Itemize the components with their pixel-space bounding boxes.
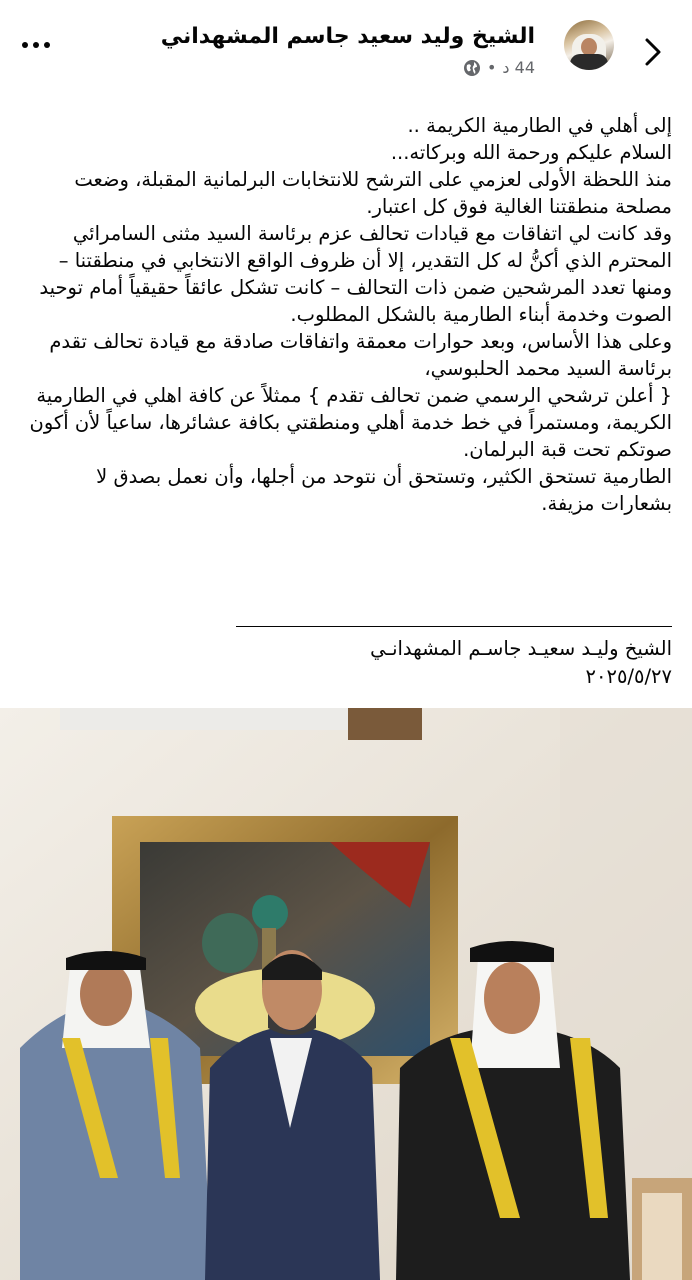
- meta-separator: •: [486, 58, 497, 77]
- signature-name: الشيخ وليـد سعيـد جاسـم المشهدانـي: [370, 637, 672, 660]
- globe-icon[interactable]: [463, 59, 481, 77]
- signature: [370, 635, 672, 691]
- photo-illustration: [0, 708, 692, 1280]
- author-name[interactable]: الشيخ وليد سعيد جاسم المشهداني: [160, 24, 535, 49]
- avatar[interactable]: [564, 20, 614, 70]
- post-line: إلى أهلي في الطارمية الكريمة ..: [407, 114, 672, 137]
- post-text: [22, 112, 672, 517]
- post-line: منذ اللحظة الأولى لعزمي على الترشح للانتخابات البرلمانية المقبلة، وضعت مصلحة منطقتنا الغالية فوق كل اعتبار.: [74, 168, 672, 218]
- post-meta: [463, 58, 535, 77]
- more-options-button[interactable]: [22, 34, 58, 56]
- more-dots-icon: [22, 42, 28, 48]
- chevron-back-icon: [644, 37, 662, 67]
- back-button[interactable]: [636, 30, 670, 74]
- signature-date: ٢٠٢٥/٥/٢٧: [585, 665, 672, 688]
- post-line: السلام عليكم ورحمة الله وبركاته...: [390, 141, 672, 164]
- post-time[interactable]: 44 د: [502, 58, 535, 77]
- post-line: { أعلن ترشحي الرسمي ضمن تحالف تقدم } ممثلاً عن كافة اهلي في الطارمية الكريمة، ومستمراً في خط خدمة أهلي ومنطقتي بكافة عشائرها، ساعياً لأن أكون صوتكم تحت قبة البرلمان.: [29, 384, 672, 461]
- post-line: وقد كانت لي اتفاقات مع قيادات تحالف عزم برئاسة السيد مثنى السامرائي المحترم الذي أكنُّ له كل التقدير، إلا أن ظروف الواقع الانتخابي في منطقتنا – ومنها تعدد المرشحين ضمن ذات التحالف – كانت تشكل عائقاً حقيقياً أمام توحيد الصوت وخدمة أبناء الطارمية بالشكل المطلوب.: [39, 222, 672, 326]
- post-line: وعلى هذا الأساس، وبعد حوارات معمقة واتفاقات صادقة مع قيادة تحالف تقدم برئاسة السيد محمد الحلبوسي،: [49, 330, 672, 380]
- post-photo[interactable]: [0, 708, 692, 1280]
- post-header: [0, 0, 692, 92]
- signature-divider: [236, 626, 672, 627]
- post-line: الطارمية تستحق الكثير، وتستحق أن نتوحد من أجلها، وأن نعمل بصدق لا بشعارات مزيفة.: [96, 465, 672, 515]
